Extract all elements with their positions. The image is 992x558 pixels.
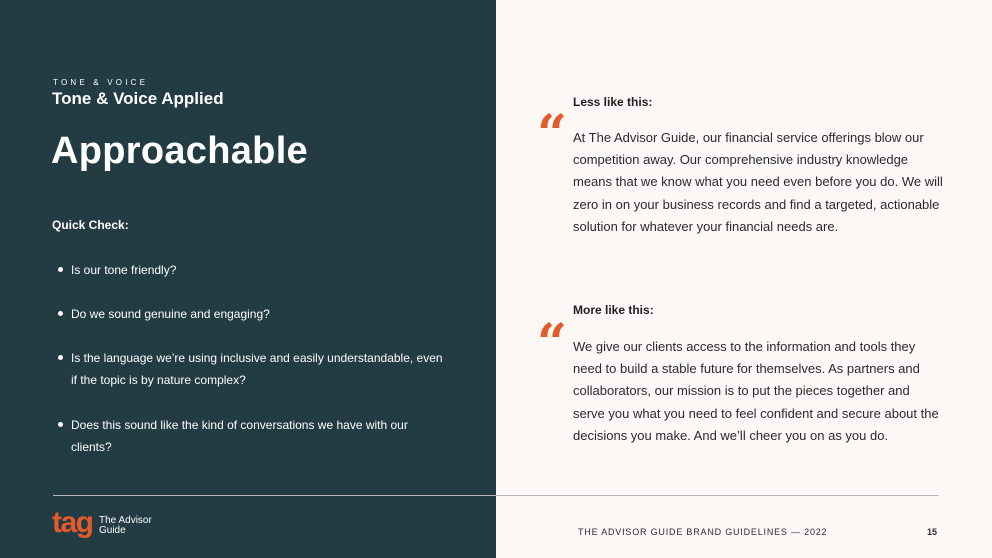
quote-mark-icon: “	[537, 313, 567, 374]
list-item-text: Is our tone friendly?	[71, 263, 177, 277]
bullet-icon	[58, 267, 63, 272]
bullet-icon	[58, 355, 63, 360]
logo-mark: tag	[52, 506, 93, 539]
logo-line-2: Guide	[99, 525, 126, 536]
more-like-this-text: We give our clients access to the information and tools they need to build a stable future for themselves. As partners and collaborators, our mission is to put the pieces together and serve you what you need to feel confident and secure about the decisions you make. And we’ll cheer you on as you do.	[573, 339, 939, 443]
more-like-this-heading: More like this:	[573, 303, 654, 317]
footer-divider	[53, 495, 939, 496]
advisor-guide-logo	[52, 508, 162, 546]
list-item	[58, 414, 451, 458]
less-like-this-text: At The Advisor Guide, our financial service offerings blow our competition away. Our comprehensive industry knowledge means that we know what you need even before you do. We will zero in on your business records and find a targeted, actionable solution for whatever your financial needs are.	[573, 130, 943, 234]
logo-wordmark	[99, 516, 152, 536]
bullet-icon	[58, 422, 63, 427]
bullet-icon	[58, 311, 63, 316]
section-kicker: TONE & VOICE	[53, 78, 149, 87]
list-item	[58, 259, 451, 281]
list-item-text: Is the language we’re using inclusive and easily understandable, even if the topic is by nature complex?	[71, 351, 443, 387]
quote-mark-icon: “	[537, 104, 567, 165]
section-title: Tone & Voice Applied	[52, 89, 224, 108]
page-number: 15	[927, 527, 938, 537]
logo-line-1: The Advisor	[99, 515, 152, 526]
quick-check-heading: Quick Check:	[52, 218, 129, 232]
page-title: Approachable	[51, 130, 308, 172]
footer-title: THE ADVISOR GUIDE BRAND GUIDELINES — 2022	[578, 527, 828, 537]
list-item-text: Do we sound genuine and engaging?	[71, 307, 270, 321]
less-like-this-heading: Less like this:	[573, 95, 653, 109]
list-item-text: Does this sound like the kind of conversations we have with our clients?	[71, 418, 408, 454]
list-item	[58, 303, 451, 325]
list-item	[58, 347, 451, 391]
